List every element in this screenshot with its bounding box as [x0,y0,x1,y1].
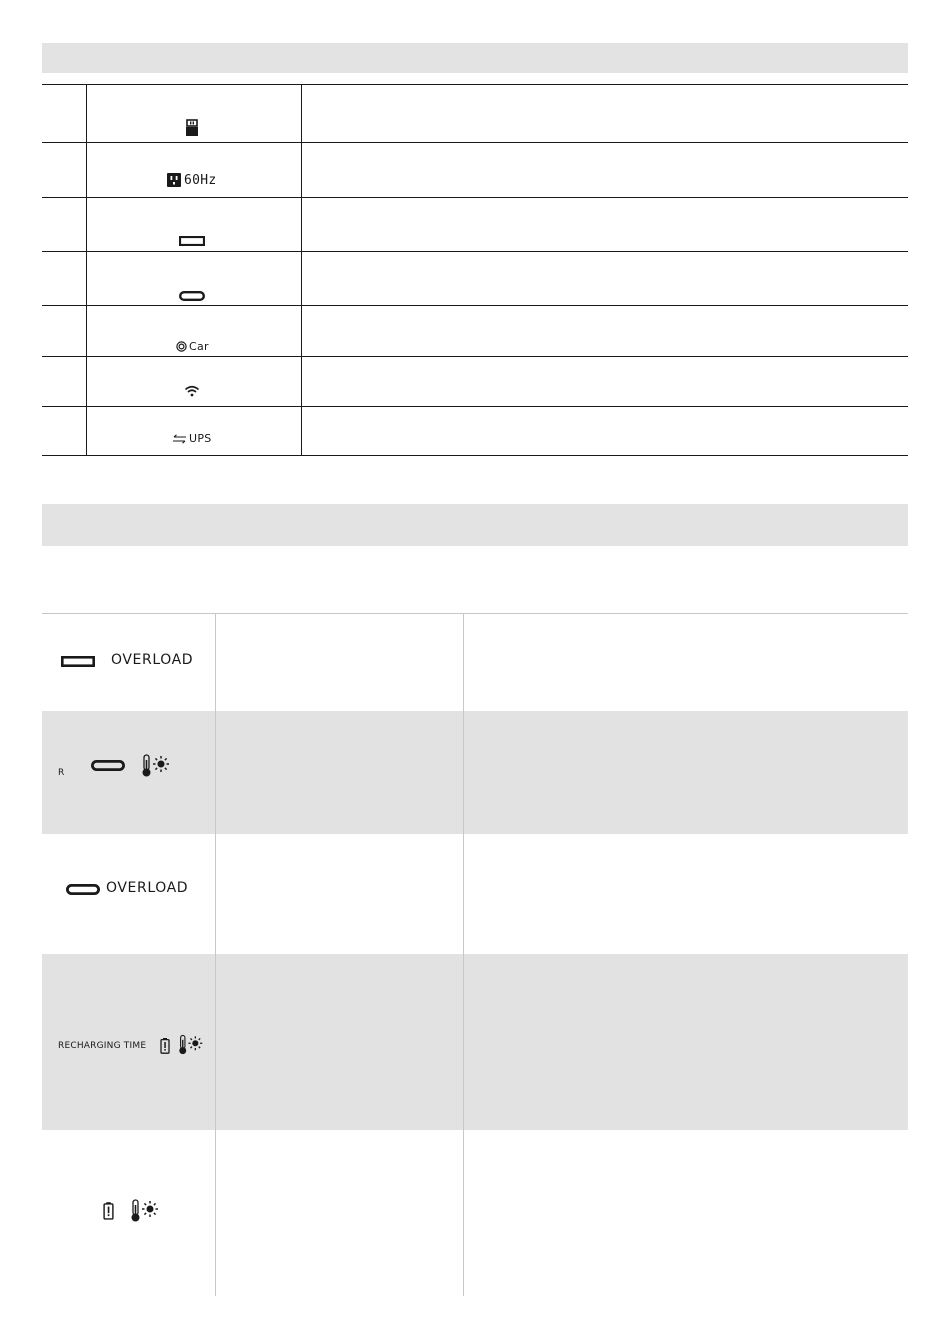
recharging-time-label: RECHARGING TIME [58,1041,147,1051]
ups-icon [171,433,187,445]
thermometer-sun-icon [178,1034,204,1056]
overload-label: OVERLOAD [111,652,194,668]
row-prefix-label: R [58,768,65,778]
section-1-header [42,43,908,73]
battery-alert-icon [101,1201,115,1221]
usb-c-port-icon [90,758,126,772]
usb-a-port-icon [60,654,96,668]
usb-c-port-icon [65,882,101,896]
wifi-icon [183,384,201,398]
thermometer-sun-icon [130,1199,160,1223]
table-row [42,711,908,834]
section-2-header [42,504,908,546]
usb-a-output-icon [184,118,200,138]
car-port-label: Car [189,340,209,353]
usb-a-port-icon [178,234,206,248]
thermometer-sun-icon [141,754,171,778]
ups-label: UPS [189,432,212,445]
ac-frequency-label: 60Hz [184,173,217,188]
ac-outlet-icon [166,172,182,188]
usb-c-port-icon [178,289,206,303]
table-row [42,954,908,1130]
overload-label: OVERLOAD [106,880,189,896]
car-port-icon [175,340,187,352]
battery-alert-icon [159,1037,171,1055]
